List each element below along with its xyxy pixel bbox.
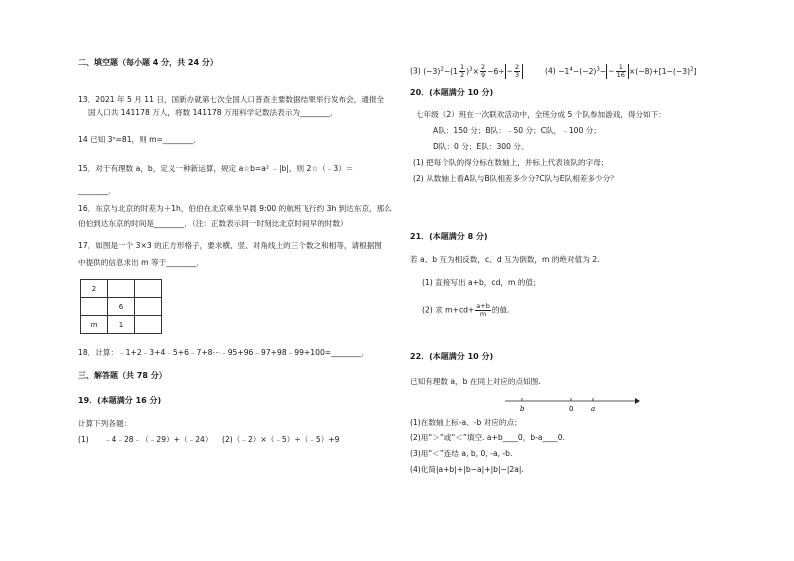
grid-cell bbox=[135, 280, 162, 298]
grid-cell bbox=[108, 280, 135, 298]
grid-cell: m bbox=[81, 316, 108, 334]
q21-sub1: (1) 直接写出 a+b，cd，m 的值； bbox=[422, 278, 541, 287]
axis-label-0: 0 bbox=[569, 405, 574, 413]
q22-sub2: (2)用“＞”或“＜”填空. a+b____0，b-a____0. bbox=[410, 433, 565, 442]
magic-square-grid bbox=[80, 279, 162, 334]
q21-line1: 若 a、b 互为相反数，c、d 互为倒数，m 的绝对值为 2. bbox=[410, 255, 600, 264]
q22-sub4: (4)化简|a+b|+|b−a|+|b|−|2a|. bbox=[410, 465, 524, 474]
grid-cell: 1 bbox=[108, 316, 135, 334]
q16-line2: 伯伯到达东京的时间是________．（注：正数表示同一时刻比北京时间早的时数） bbox=[78, 219, 348, 228]
q22-sub3: (3)用“＜”连结 a, b, 0, -a, -b. bbox=[410, 449, 513, 458]
number-line bbox=[505, 392, 640, 414]
grid-cell: 6 bbox=[108, 298, 135, 316]
q22-title: 22．(本题满分 10 分) bbox=[410, 352, 494, 361]
q22-sub1: (1)在数轴上标-a、-b 对应的点； bbox=[410, 418, 522, 427]
grid-cell: 2 bbox=[81, 280, 108, 298]
q21-fraction bbox=[475, 303, 491, 318]
q17-line2: 中提供的信息求出 m 等于________． bbox=[78, 258, 205, 267]
q19-title: 19．(本题满分 16 分) bbox=[78, 396, 162, 405]
q19-part2: (2)（﹣2）×（﹣5）÷（﹣5）+9 bbox=[222, 435, 340, 444]
q19-part4 bbox=[545, 64, 697, 79]
section-3-title: 三、解答题（共 78 分） bbox=[78, 371, 167, 380]
q13-line2: 国人口共 141178 万人，将数 141178 万用科学记数法表示为________． bbox=[88, 108, 338, 117]
q20-sub2: (2) 从数轴上看A队与B队相差多少分?C队与E队相差多少分？ bbox=[413, 174, 618, 183]
axis-label-b: b bbox=[520, 405, 525, 413]
section-2-title: 二、填空题（每小题 4 分，共 24 分） bbox=[78, 58, 218, 67]
q21-sub2 bbox=[422, 303, 509, 318]
number-line-arrow bbox=[635, 398, 640, 404]
q17-line1: 17．如图是一个 3×3 的正方形格子，要求横、竖、对角线上的三个数之和相等，请根据图 bbox=[78, 241, 382, 250]
q20-line1: 七年级（2）班在一次联欢活动中，全班分成 5 个队参加游戏，得分如下： bbox=[416, 110, 666, 119]
q21-fraction-numerator: a+b bbox=[476, 302, 490, 310]
q22-line1: 已知有理数 a，b 在同上对应的点如图. bbox=[410, 377, 541, 386]
q19-intro: 计算下列各题： bbox=[78, 419, 132, 428]
grid-cell bbox=[135, 298, 162, 316]
axis-label-a: a bbox=[591, 405, 596, 413]
q19-part3 bbox=[410, 64, 523, 79]
q16-line1: 16．东京与北京的时差为＋1h，伯伯在北京乘坐早晨 9:00 的航班飞行约 3h 到达东京，那么 bbox=[78, 204, 392, 213]
q19-part1: (1) ﹣4﹣28﹣（﹣29）+（﹣24） bbox=[78, 435, 213, 444]
q19-part3-expression: $(-3)^2-(1$ $\frac{1}{2}$ )$^3$× $\frac{2}{9}$ −6÷ − $\frac{2}{3}$ bbox=[423, 67, 523, 76]
q21-sub2-prefix: (2) 求 m+cd+ bbox=[422, 305, 475, 315]
q19-part3-label: (3) bbox=[410, 66, 421, 76]
q21-sub2-suffix: 的值. bbox=[491, 305, 510, 315]
q21-title: 21．(本题满分 8 分) bbox=[410, 232, 488, 241]
q18: 18．计算：﹣1+2﹣3+4﹣5+6﹣7+8⋯﹣95+96﹣97+98﹣99+100=________． bbox=[78, 348, 370, 357]
q20-sub1: (1) 把每个队的得分标在数轴上，并标上代表该队的字母； bbox=[413, 158, 609, 167]
q13-line1: 13．2021 年 5 月 11 日，国新办就第七次全国人口普查主要数据结果举行发布会，通报全 bbox=[78, 95, 385, 104]
q20-line3: D队：0 分；E队：300 分。 bbox=[433, 142, 529, 151]
q19-part4-expression: $-1^4-(-2)^3-$ − $\frac{1}{16}$ $\times(-8)+[1-(-3)^2]$ bbox=[558, 63, 697, 79]
q21-fraction-denominator: m bbox=[479, 310, 487, 318]
grid-cell bbox=[135, 316, 162, 334]
grid-cell bbox=[81, 298, 108, 316]
q20-title: 20．(本题满分 10 分) bbox=[410, 88, 494, 97]
q14: 14 已知 3ⁿ=81，则 m=________． bbox=[78, 135, 201, 144]
q19-part4-label: (4) bbox=[545, 66, 556, 76]
q15-line2: ________． bbox=[78, 186, 116, 195]
q20-line2: A队：150 分；B队：﹣50 分；C队，﹣100 分； bbox=[433, 126, 601, 135]
q15-line1: 15．对于有理数 a，b，定义一种新运算，规定 a☆b=a² ﹣|b|，则 2☆（﹣3）＝ bbox=[78, 164, 354, 173]
